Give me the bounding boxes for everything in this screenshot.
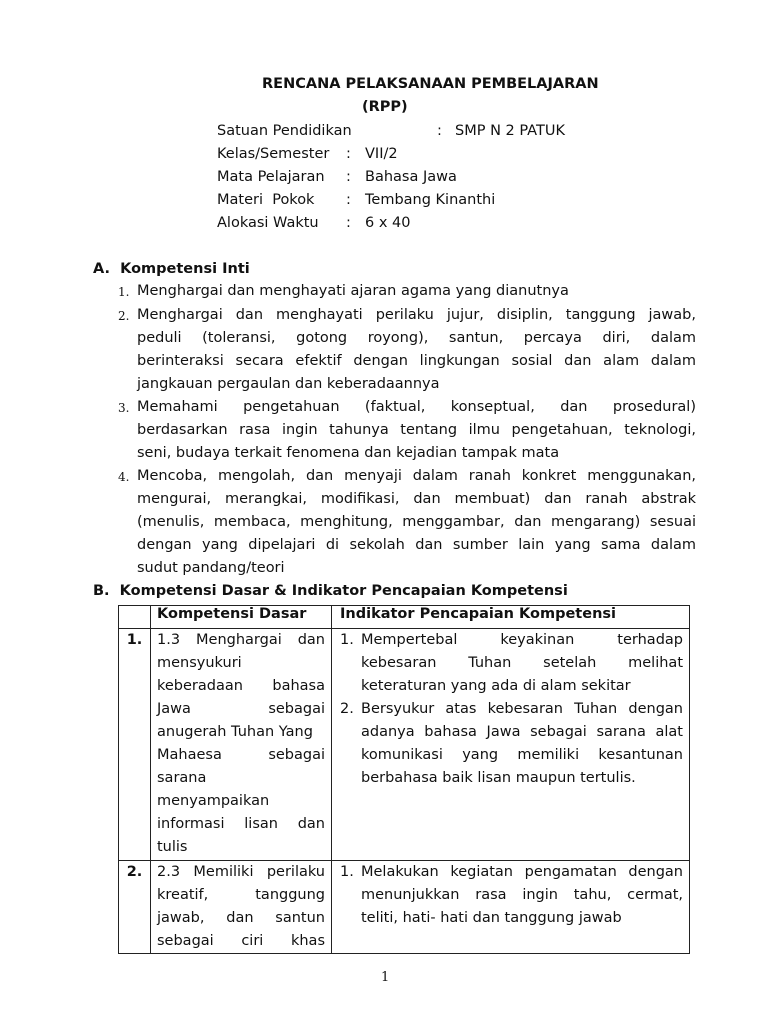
list-item-number: 4. xyxy=(118,470,130,484)
table-header-num xyxy=(119,606,151,629)
list-item-text: sudut pandang/teori xyxy=(137,560,285,576)
kd-line: Mahaesa sebagai xyxy=(157,747,325,763)
list-item-text: jangkauan pergaulan dan keberadaannya xyxy=(137,376,440,392)
indicator-item xyxy=(340,698,683,790)
indicator-line: komunikasi yang memiliki kesantunan xyxy=(361,747,683,763)
kd-line: mensyukuri xyxy=(157,655,242,671)
indicator-item xyxy=(340,861,683,930)
indicator-line: Mempertebal keyakinan terhadap xyxy=(361,632,683,648)
identity-separator: : xyxy=(346,169,351,185)
identity-separator: : xyxy=(346,146,351,162)
kd-line: sebagai ciri khas xyxy=(157,933,325,949)
indicator-line: Bersyukur atas kebesaran Tuhan dengan xyxy=(361,701,683,717)
kd-cell xyxy=(151,861,332,954)
table-row xyxy=(119,861,690,954)
list-item-number: 2. xyxy=(118,309,130,323)
kd-line: anugerah Tuhan Yang xyxy=(157,724,313,740)
indicator-line: Melakukan kegiatan pengamatan dengan xyxy=(361,864,683,880)
identity-separator: : xyxy=(437,123,442,139)
list-item-text: Menghargai dan menghayati perilaku jujur, disiplin, tanggung jawab, xyxy=(137,307,696,323)
list-item-text: seni, budaya terkait fenomena dan kejadian tampak mata xyxy=(137,445,560,461)
row-number xyxy=(119,861,151,954)
row-number xyxy=(119,629,151,861)
list-item-text: berinteraksi secara efektif dengan lingkungan sosial dan alam dalam xyxy=(137,353,696,369)
indicator-cell xyxy=(332,629,690,861)
kd-line: menyampaikan xyxy=(157,793,270,809)
indicator-line: kebesaran Tuhan setelah melihat xyxy=(361,655,683,671)
kd-indicator-table xyxy=(118,605,690,954)
document-title: RENCANA PELAKSANAAN PEMBELAJARAN xyxy=(262,76,599,92)
list-item-text: Memahami pengetahuan (faktual, konseptual, dan prosedural) xyxy=(137,399,696,415)
identity-label: Mata Pelajaran xyxy=(217,169,325,185)
indicator-number: 2. xyxy=(340,701,354,717)
kd-line: kreatif, tanggung xyxy=(157,887,325,903)
kd-line: 2.3 Memiliki perilaku xyxy=(157,864,325,880)
indicator-line: teliti, hati- hati dan tanggung jawab xyxy=(361,910,622,926)
identity-value: Bahasa Jawa xyxy=(365,169,457,185)
table-row xyxy=(119,629,690,861)
identity-value: Tembang Kinanthi xyxy=(365,192,496,208)
list-item-text: mengurai, merangkai, modifikasi, dan membuat) dan ranah abstrak xyxy=(137,491,696,507)
kd-line: keberadaan bahasa xyxy=(157,678,325,694)
list-item-number: 1. xyxy=(118,285,130,299)
indicator-line: adanya bahasa Jawa sebagai sarana alat xyxy=(361,724,683,740)
section-b-heading: B. Kompetensi Dasar & Indikator Pencapaian Kompetensi xyxy=(93,583,568,599)
page-number: 1 xyxy=(381,970,390,985)
list-item-text: Mencoba, mengolah, dan menyaji dalam ranah konkret menggunakan, xyxy=(137,468,696,484)
indicator-number: 1. xyxy=(340,632,354,648)
list-item-text: berdasarkan rasa ingin tahunya tentang ilmu pengetahuan, teknologi, xyxy=(137,422,696,438)
row-number-text: 1. xyxy=(126,632,143,648)
table-header-row xyxy=(119,606,690,629)
list-item-text: peduli (toleransi, gotong royong), santun, percaya diri, dalam xyxy=(137,330,696,346)
kd-line: informasi lisan dan xyxy=(157,816,325,832)
indicator-line: menunjukkan rasa ingin tahu, cermat, xyxy=(361,887,683,903)
kd-line: jawab, dan santun xyxy=(157,910,325,926)
list-item-text: dengan yang dipelajari di sekolah dan sumber lain yang sama dalam xyxy=(137,537,696,553)
kd-cell xyxy=(151,629,332,861)
table-header-kd: Kompetensi Dasar xyxy=(151,606,332,629)
kd-line: Jawa sebagai xyxy=(157,701,325,717)
kd-line: tulis xyxy=(157,839,188,855)
identity-value: SMP N 2 PATUK xyxy=(455,123,565,139)
identity-label: Alokasi Waktu xyxy=(217,215,319,231)
indicator-cell xyxy=(332,861,690,954)
indicator-line: keteraturan yang ada di alam sekitar xyxy=(361,678,631,694)
identity-separator: : xyxy=(346,192,351,208)
identity-value: VII/2 xyxy=(365,146,398,162)
kd-line: 1.3 Menghargai dan xyxy=(157,632,325,648)
indicator-item xyxy=(340,629,683,698)
list-item-text: (menulis, membaca, menghitung, menggambar, dan mengarang) sesuai xyxy=(137,514,696,530)
identity-value: 6 x 40 xyxy=(365,215,411,231)
table-header-indicator: Indikator Pencapaian Kompetensi xyxy=(332,606,690,629)
identity-label: Kelas/Semester xyxy=(217,146,330,162)
identity-separator: : xyxy=(346,215,351,231)
identity-label: Satuan Pendidikan xyxy=(217,123,352,139)
list-item-text: Menghargai dan menghayati ajaran agama yang dianutnya xyxy=(137,283,569,299)
indicator-line: berbahasa baik lisan maupun tertulis. xyxy=(361,770,636,786)
section-a-heading: A. Kompetensi Inti xyxy=(93,261,250,277)
list-item-number: 3. xyxy=(118,401,130,415)
indicator-number: 1. xyxy=(340,864,354,880)
kd-line: sarana xyxy=(157,770,207,786)
row-number-text: 2. xyxy=(126,864,143,880)
document-subtitle: (RPP) xyxy=(362,99,408,115)
identity-label: Materi Pokok xyxy=(217,192,315,208)
